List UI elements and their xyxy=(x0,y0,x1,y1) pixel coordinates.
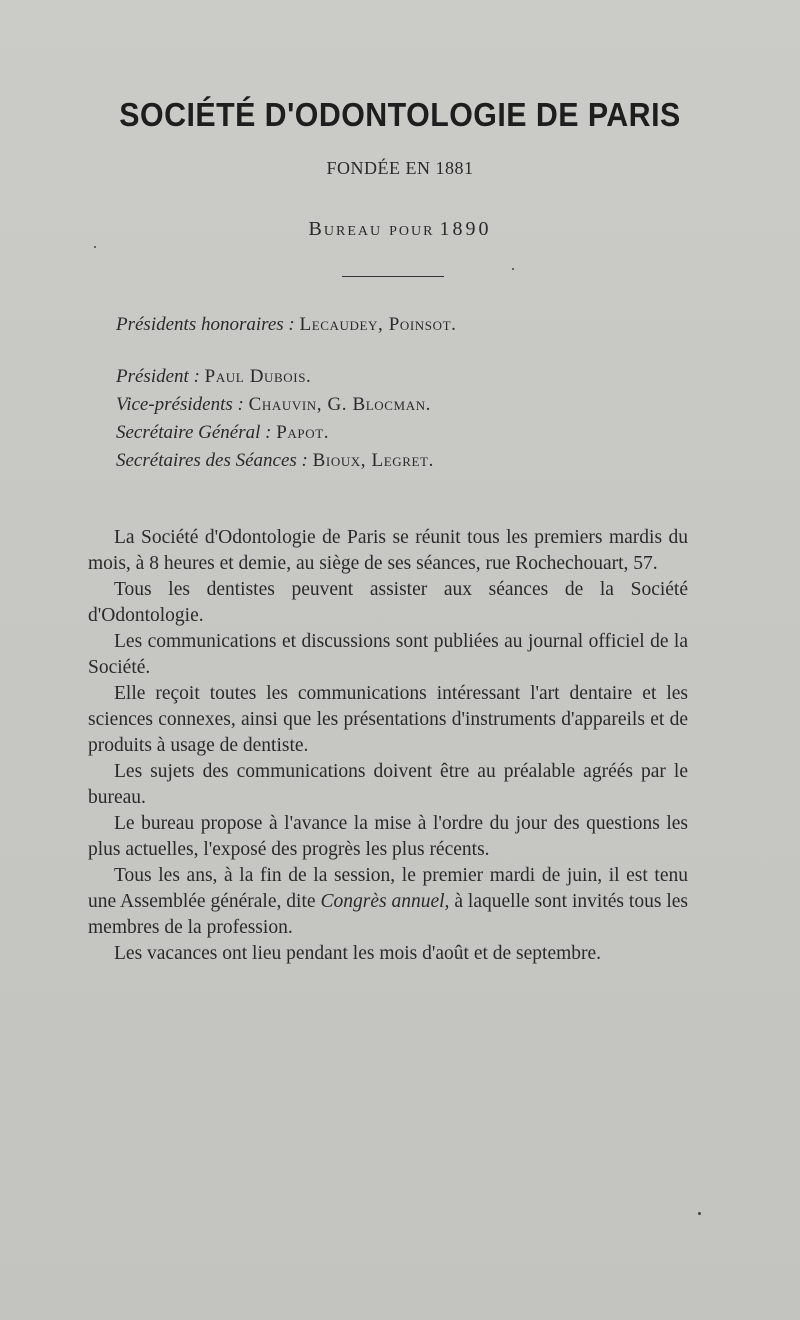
general-secretary-label: Secrétaire Général : xyxy=(116,422,272,443)
founded-line: FONDÉE EN 1881 xyxy=(326,158,474,178)
general-secretary-line xyxy=(116,422,329,444)
vice-presidents-label: Vice-présidents : xyxy=(116,394,244,415)
ink-speck xyxy=(698,1212,701,1215)
bureau-heading xyxy=(0,218,800,241)
paragraph-agenda: Le bureau propose à l'avance la mise à l'ordre du jour des questions les plus actuelles, l'exposé des progrès les plus récents. xyxy=(88,813,688,860)
president-name: Paul Dubois. xyxy=(204,366,312,387)
session-secretaries-names: Bioux, Legret. xyxy=(312,450,434,471)
president-label: Président : xyxy=(116,366,200,387)
president-line xyxy=(116,366,311,388)
general-secretary-name: Papot. xyxy=(276,422,330,443)
separator-rule xyxy=(342,276,444,277)
paragraph-vacations: Les vacances ont lieu pendant les mois d'août et de septembre. xyxy=(114,943,602,964)
paragraph-communications: Elle reçoit toutes les communications intéressant l'art dentaire et les sciences connexes, ainsi que les présentations d'instruments d'appareils et de produits à usage de dentiste. xyxy=(88,683,688,756)
assembly-text-start: Tous les ans, à la fin de la session, le premier mardi de juin, il est tenu une Assemblée générale, dite xyxy=(88,865,688,912)
bureau-year: 1890 xyxy=(439,218,492,240)
honorary-presidents-line xyxy=(116,314,456,336)
honorary-presidents-names: Lecaudey, Poinsot. xyxy=(299,314,457,335)
paragraph-meetings: La Société d'Odontologie de Paris se réunit tous les premiers mardis du mois, à 8 heures et demie, au siège de ses séances, rue Rochechouart, 57. xyxy=(88,527,688,574)
vice-presidents-names: Chauvin, G. Blocman. xyxy=(248,394,432,415)
bureau-label: Bureau pour xyxy=(308,218,435,240)
society-title: SOCIÉTÉ D'ODONTOLOGIE DE PARIS xyxy=(119,96,681,133)
ink-speck xyxy=(512,268,514,270)
vice-presidents-line xyxy=(116,394,431,416)
ink-speck xyxy=(94,246,96,248)
honorary-presidents-label: Présidents honoraires : xyxy=(116,314,295,335)
paragraph-general-assembly xyxy=(88,863,688,941)
assembly-text-end: à laquelle sont invités tous les membres de la profession. xyxy=(88,891,688,938)
session-secretaries-line xyxy=(116,450,434,472)
body-text xyxy=(88,525,688,967)
paragraph-approval: Les sujets des communications doivent être au préalable agréés par le bureau. xyxy=(88,761,688,808)
congres-annuel: Congrès annuel, xyxy=(320,891,450,912)
paragraph-publication: Les communications et discussions sont publiées au journal officiel de la Société. xyxy=(88,631,688,678)
paragraph-attendance: Tous les dentistes peuvent assister aux séances de la Société d'Odontologie. xyxy=(88,579,688,626)
session-secretaries-label: Secrétaires des Séances : xyxy=(116,450,308,471)
